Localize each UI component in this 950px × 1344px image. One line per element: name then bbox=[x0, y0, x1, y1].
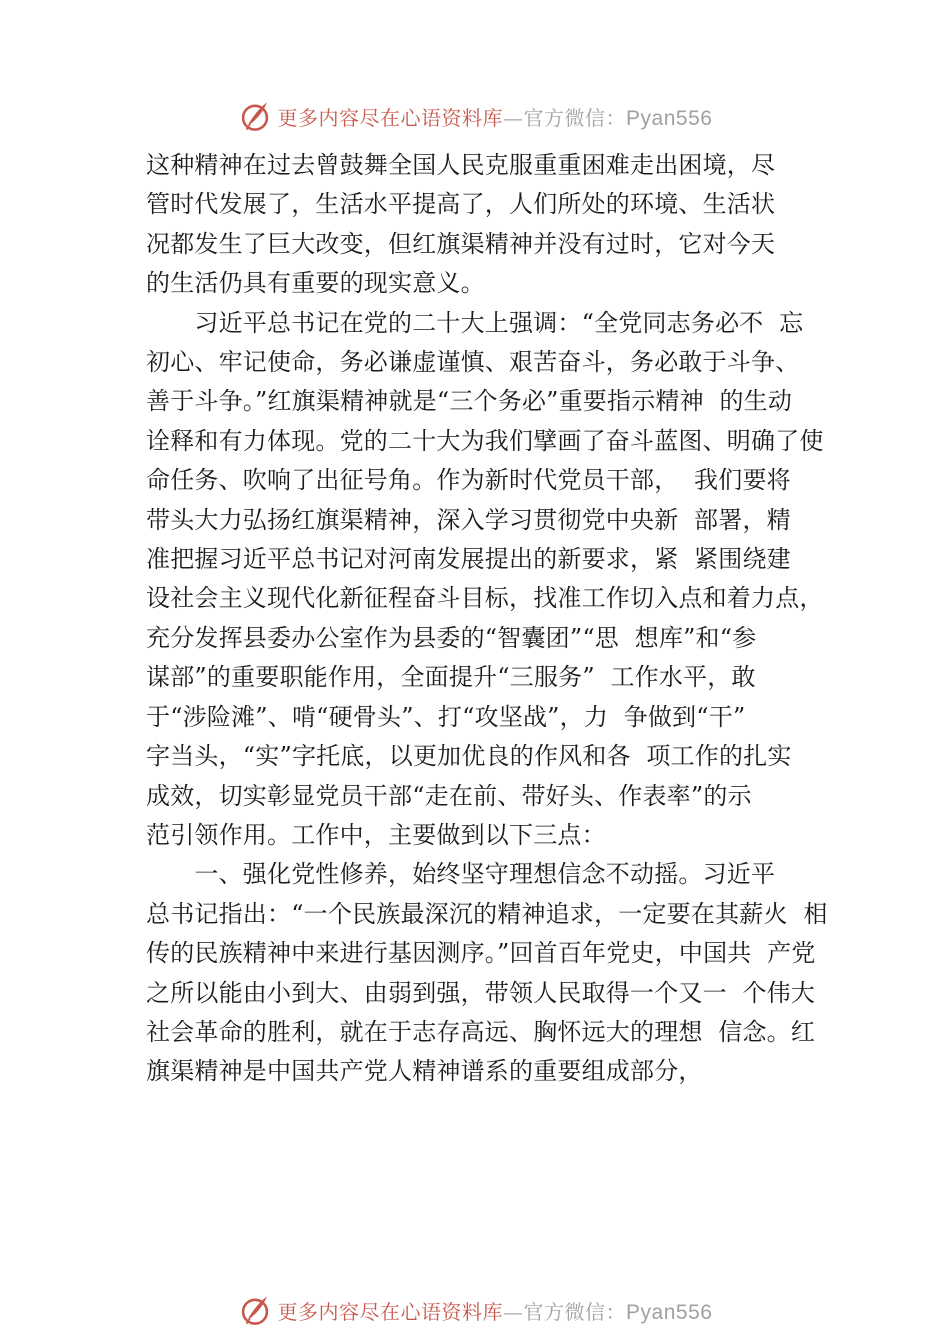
body-line: 管时代发展了，生活水平提高了，人们所处的环境、生活状 bbox=[146, 190, 776, 219]
footer-watermark bbox=[0, 1290, 950, 1330]
watermark-dash: — bbox=[503, 1299, 524, 1324]
body-line: 范引领作用。工作中，主要做到以下三点： bbox=[146, 820, 606, 849]
watermark-text bbox=[278, 1296, 713, 1325]
body-line: 之所以能由小到大、由弱到强，带领人民取得一个又一 个伟大 bbox=[146, 978, 816, 1007]
body-line: 于“涉险滩”、啃“硬骨头”、打“攻坚战”，力 争做到“干” bbox=[146, 702, 746, 731]
body-line: 社会革命的胜利，就在于志存高远、胸怀远大的理想 信念。红 bbox=[146, 1017, 816, 1046]
watermark-text bbox=[278, 102, 713, 131]
body-line: 字当头，“实”字托底，以更加优良的作风和各 项工作的扎实 bbox=[146, 742, 792, 771]
watermark-dash: — bbox=[503, 105, 524, 130]
header-watermark bbox=[0, 96, 950, 136]
body-line: 一、强化党性修养，始终坚守理想信念不动摇。习近平 bbox=[146, 860, 776, 889]
watermark-site: 更多内容尽在心语资料库 bbox=[277, 105, 504, 130]
body-text bbox=[146, 146, 836, 1092]
quill-logo-icon bbox=[238, 1293, 272, 1327]
watermark-wechat-label: 官方微信： bbox=[523, 1299, 627, 1324]
body-line: 命任务、吹响了出征号角。作为新时代党员干部， 我们要将 bbox=[146, 466, 791, 495]
body-line: 总书记指出：“一个民族最深沉的精神追求，一定要在其薪火 相 bbox=[146, 899, 828, 928]
watermark-handle: Pyan556 bbox=[626, 106, 713, 130]
watermark-site: 更多内容尽在心语资料库 bbox=[277, 1299, 504, 1324]
watermark-handle: Pyan556 bbox=[626, 1300, 713, 1324]
quill-logo-icon bbox=[238, 99, 272, 133]
body-line: 传的民族精神中来进行基因测序。”回首百年党史，中国共 产党 bbox=[146, 939, 816, 968]
body-line: 善于斗争。”红旗渠精神就是“三个务必”重要指示精神 的生动 bbox=[146, 387, 793, 416]
body-line: 况都发生了巨大改变，但红旗渠精神并没有过时，它对今天 bbox=[146, 229, 776, 258]
body-line: 旗渠精神是中国共产党人精神谱系的重要组成部分， bbox=[146, 1057, 703, 1086]
body-line: 设社会主义现代化新征程奋斗目标，找准工作切入点和着力点， bbox=[146, 584, 824, 613]
body-line: 准把握习近平总书记对河南发展提出的新要求，紧 紧围绕建 bbox=[146, 545, 791, 574]
body-line: 带头大力弘扬红旗渠精神，深入学习贯彻党中央新 部署，精 bbox=[146, 505, 791, 534]
body-line: 诠释和有力体现。党的二十大为我们擘画了奋斗蓝图、明确了使 bbox=[146, 426, 824, 455]
body-line: 谋部”的重要职能作用，全面提升“三服务” 工作水平，敢 bbox=[146, 663, 756, 692]
body-line: 这种精神在过去曾鼓舞全国人民克服重重困难走出困境，尽 bbox=[146, 151, 776, 179]
body-line: 初心、牢记使命，务必谦虚谨慎、艰苦奋斗，务必敢于斗争、 bbox=[146, 348, 800, 377]
document-body bbox=[146, 146, 836, 1092]
watermark-wechat-label: 官方微信： bbox=[523, 105, 627, 130]
body-line: 习近平总书记在党的二十大上强调：“全党同志务必不 忘 bbox=[146, 308, 804, 337]
body-line: 的生活仍具有重要的现实意义。 bbox=[146, 269, 485, 298]
body-line: 充分发挥县委办公室作为县委的“智囊团”“思 想库”和“参 bbox=[146, 623, 757, 652]
body-line: 成效，切实彰显党员干部“走在前、带好头、作表率”的示 bbox=[146, 781, 752, 810]
